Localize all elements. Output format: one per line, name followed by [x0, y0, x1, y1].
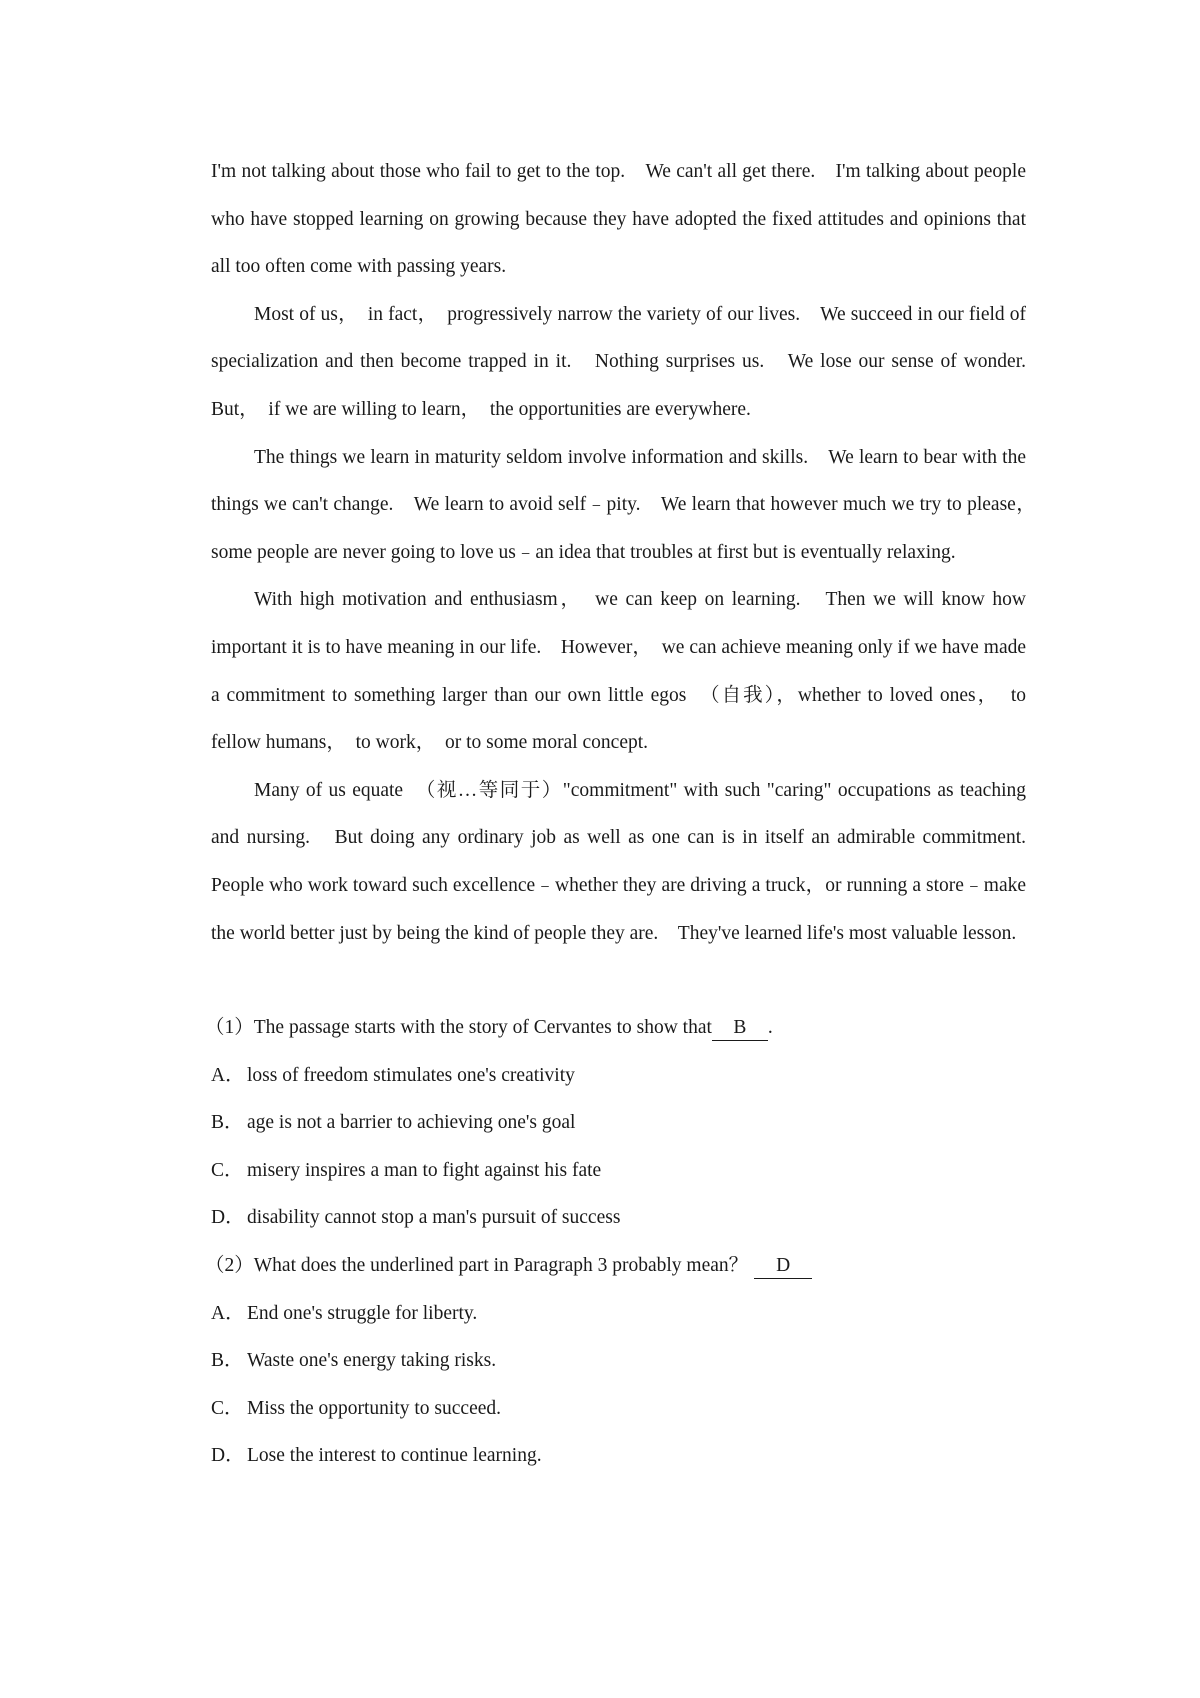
option-c	[211, 1385, 1026, 1433]
option-d	[211, 1432, 1026, 1480]
question-number: （2）	[205, 1255, 254, 1277]
option-text: age is not a barrier to achieving one's goal	[247, 1112, 576, 1134]
option-letter: D．	[211, 1207, 245, 1229]
option-letter: C．	[211, 1397, 244, 1419]
option-b	[211, 1337, 1026, 1385]
option-b	[211, 1099, 1026, 1147]
option-text: Lose the interest to continue learning.	[247, 1445, 542, 1467]
question-text: What does the underlined part in Paragraph 3 probably mean？	[253, 1255, 749, 1277]
passage-paragraph-2: Most of us， in fact， progressively narrow the variety of our lives. We succeed in our field of specialization and then become trapped in it. Nothing surprises us. We lose our sense of wonder. But， if we are willing to learn， the opportunities are everywhere.	[211, 303, 1046, 420]
option-a	[211, 1052, 1026, 1100]
document-page	[205, 148, 1046, 1480]
option-letter: B．	[211, 1112, 244, 1134]
passage-paragraph-4: With high motivation and enthusiasm， we can keep on learning. Then we will know how important it is to have meaning in our life. However， we can achieve meaning only if we have made a commitment to something larger than our own little egos （自我），whether to loved ones， to fellow humans， to work， or to some moral concept.	[211, 589, 1026, 754]
question-stem	[205, 1004, 1026, 1052]
option-letter: B．	[211, 1350, 244, 1372]
passage-paragraph-5: Many of us equate （视…等同于）"commitment" with such "caring" occupations as teaching and nursing. But doing any ordinary job as well as one can is in itself an admirable commitment. People who work toward such excellence﹣whether they are driving a truck，or running a store﹣make the world better just by being the kind of people they are. They've learned life's most valuable lesson.	[211, 779, 1046, 944]
option-letter: A．	[211, 1302, 245, 1324]
option-letter: C．	[211, 1159, 244, 1181]
option-letter: A．	[211, 1064, 245, 1086]
question-stem	[205, 1242, 1026, 1290]
answer-blank: B	[712, 1016, 768, 1041]
passage-paragraph-1: I'm not talking about those who fail to get to the top. We can't all get there. I'm talking about people who have stopped learning on growing because they have adopted the fixed attitudes and opinions that all too often come with passing years.	[211, 161, 1026, 278]
option-a	[211, 1290, 1026, 1338]
reading-passage	[211, 148, 1046, 957]
option-letter: D．	[211, 1445, 245, 1467]
question-text: The passage starts with the story of Cervantes to show that	[253, 1017, 712, 1039]
option-text: End one's struggle for liberty.	[247, 1302, 478, 1324]
passage-paragraph-3: The things we learn in maturity seldom involve information and skills. We learn to bear with the things we can't change. We learn to avoid self﹣pity. We learn that however much we try to please， some people are never going to love us﹣an idea that troubles at first but is eventually relaxing.	[211, 446, 1046, 563]
option-text: Waste one's energy taking risks.	[247, 1350, 497, 1372]
option-c	[211, 1147, 1026, 1195]
option-text: loss of freedom stimulates one's creativity	[247, 1064, 575, 1086]
answer-blank: D	[754, 1254, 812, 1279]
question-1	[205, 1004, 1026, 1242]
question-list	[205, 1004, 1026, 1480]
question-number: （1）	[205, 1017, 254, 1039]
question-2	[205, 1242, 1026, 1480]
option-text: misery inspires a man to fight against his fate	[247, 1159, 602, 1181]
question-suffix: .	[767, 1017, 773, 1039]
option-text: Miss the opportunity to succeed.	[247, 1397, 502, 1419]
option-d	[211, 1194, 1026, 1242]
option-text: disability cannot stop a man's pursuit of success	[247, 1207, 621, 1229]
